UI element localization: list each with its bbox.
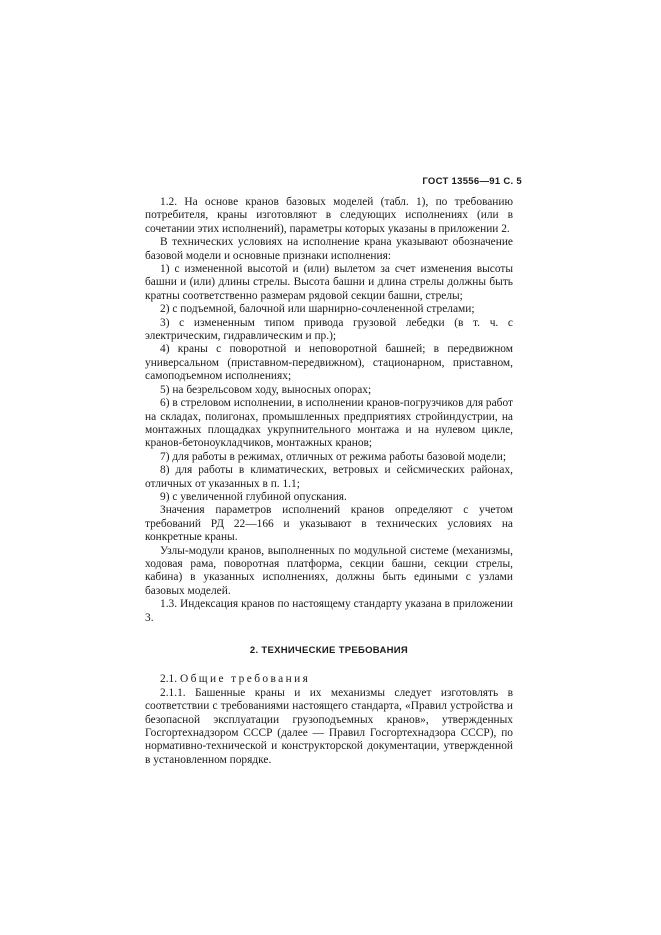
list-item-1: 1) с измененной высотой и (или) вылетом за счет изменения высоты башни и (или) длины стрелы. Высота башни и длина стрелы должны быть кратны соответственно размерам рядовой секции башни, стрелы; [145, 263, 513, 302]
subsection-2-1-title: Общие требования [179, 673, 311, 686]
running-head: ГОСТ 13556—91 С. 5 [422, 176, 522, 187]
list-item-5: 5) на безрельсовом ходу, выносных опорах; [160, 383, 372, 396]
list-item-3: 3) с измененным типом привода грузовой лебедки (в т. ч. с электрическим, гидравлическим и пр.); [145, 316, 513, 343]
section-2-title: 2. ТЕХНИЧЕСКИЕ ТРЕБОВАНИЯ [249, 645, 409, 656]
paragraph-parameters: Значения параметров исполнений кранов определяют с учетом требований РД 22—166 и указывают в технических условиях на конкретные краны. [145, 504, 513, 544]
paragraph-2-1-1: 2.1.1. Башенные краны и их механизмы следует изготовлять в соответствии с требованиями настоящего стандарта, «Правил устройства и безопасной эксплуатации грузоподъемных кранов», утвержденных Госгортехнадзором СССР (далее — Правил Госгортехнадзора СССР), по нормативно-технической и конструкторской документации, утвержденной в установленном порядке. [145, 686, 513, 766]
document-body [145, 196, 513, 767]
list-item-8: 8) для работы в климатических, ветровых и сейсмических районах, отличных от указанных в п. 1.1; [145, 464, 513, 490]
subsection-2-1-heading [145, 673, 513, 686]
paragraph-1-2: 1.2. На основе кранов базовых моделей (табл. 1), по требованию потребителя, краны изготовляют в следующих исполнениях (или в сочетании этих исполнений), параметры которых указаны в приложении 2. [145, 196, 513, 235]
list-item-2: 2) с подъемной, балочной или шарнирно-сочлененной стрелами; [160, 303, 475, 316]
list-item-7: 7) для работы в режимах, отличных от режима работы базовой модели; [160, 450, 507, 463]
list-item-4: 4) краны с поворотной и неповоротной башней; в передвижном универсальном (приставном-передвижном), стационарном, приставном, самоподъемном исполнениях; [145, 343, 513, 383]
subsection-2-1-number: 2.1. [160, 673, 178, 686]
paragraph-spec-intro: В технических условиях на исполнение крана указывают обозначение базовой модели и основные признаки исполнения: [145, 236, 513, 262]
list-item-9: 9) с увеличенной глубиной опускания. [160, 490, 347, 503]
list-item-6: 6) в стреловом исполнении, в исполнении кранов-погрузчиков для работ на складах, полигонах, промышленных предприятиях стройиндустрии, на монтажных площадках укрупнительного монтажа и на нулевом цикле, кранов-бетоноукладчиков, монтажных кранов; [145, 397, 513, 450]
paragraph-modules: Узлы-модули кранов, выполненных по модульной системе (механизмы, ходовая рама, поворотная платформа, секции башни, секции стрелы, кабина) в указанных исполнениях, должны быть едиными с узлами базовых моделей. [145, 544, 513, 597]
paragraph-1-3: 1.3. Индексация кранов по настоящему стандарту указана в приложении 3. [145, 598, 513, 624]
